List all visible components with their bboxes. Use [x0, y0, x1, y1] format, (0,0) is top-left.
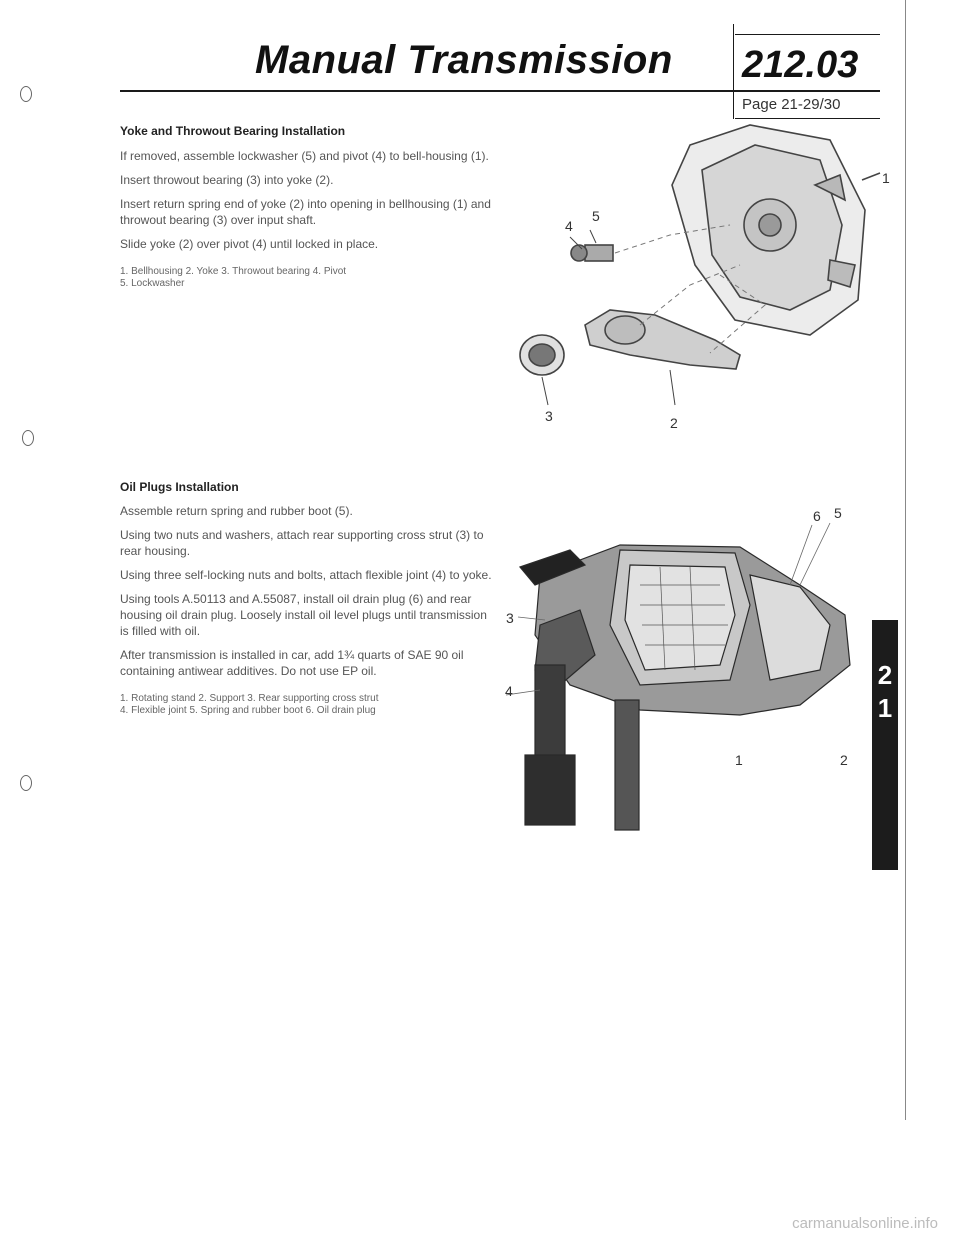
header-rule — [120, 90, 880, 92]
callout-label: 3 — [506, 610, 514, 626]
section1-body — [120, 148, 495, 290]
paragraph: Insert return spring end of yoke (2) into opening in bellhousing (1) and throwout bearing (3) over input shaft. — [120, 197, 491, 227]
page-title: Manual Transmission — [255, 38, 673, 82]
binder-hole-bottom — [20, 775, 32, 791]
binder-hole-middle — [22, 430, 34, 446]
transmission-stand-photo — [500, 505, 865, 835]
section2-body — [120, 503, 495, 717]
section-box-divider — [733, 24, 734, 119]
section-heading-yoke: Yoke and Throwout Bearing Installation — [120, 124, 346, 138]
binder-hole-top — [20, 86, 32, 102]
paragraph: Using two nuts and washers, attach rear supporting cross strut (3) to rear housing. — [120, 528, 484, 558]
callout-label: 2 — [670, 415, 678, 431]
callout-label: 5 — [592, 208, 600, 224]
section-tab-digit: 1 — [877, 693, 893, 723]
paragraph: Using tools A.50113 and A.55087, install oil drain plug (6) and rear housing oil drain plug. Loosely install oil level plugs until transmission is filled with oil. — [120, 592, 487, 638]
paragraph: If removed, assemble lockwasher (5) and pivot (4) to bell-housing (1). — [120, 149, 489, 163]
figure-caption-line: 4. Flexible joint 5. Spring and rubber boot 6. Oil drain plug — [120, 705, 376, 716]
footer-watermark: carmanualsonline.info — [792, 1215, 938, 1232]
callout-label: 4 — [565, 218, 573, 234]
paragraph: Assemble return spring and rubber boot (5). — [120, 504, 353, 518]
callout-label: 4 — [505, 683, 513, 699]
paragraph: After transmission is installed in car, add 1¾ quarts of SAE 90 oil containing antiwear additives. Do not use EP oil. — [120, 648, 464, 678]
callout-label: 1 — [882, 170, 890, 186]
section-tab-digit: 2 — [877, 660, 893, 690]
paragraph: Slide yoke (2) over pivot (4) until locked in place. — [120, 237, 379, 251]
callout-label: 5 — [834, 505, 842, 521]
callout-label: 2 — [840, 752, 848, 768]
figure-caption-line: 5. Lockwasher — [120, 278, 185, 289]
callout-label: 6 — [813, 508, 821, 524]
bellhousing-yoke-illustration — [490, 115, 885, 435]
callout-label: 1 — [735, 752, 743, 768]
paragraph: Using three self-locking nuts and bolts, attach flexible joint (4) to yoke. — [120, 568, 492, 582]
paragraph: Insert throwout bearing (3) into yoke (2). — [120, 173, 334, 187]
figure-caption-line: 1. Rotating stand 2. Support 3. Rear supporting cross strut — [120, 693, 379, 704]
page-reference: Page 21-29/30 — [742, 96, 841, 113]
section-heading-oil-plugs: Oil Plugs Installation — [120, 480, 239, 494]
figure-caption-line: 1. Bellhousing 2. Yoke 3. Throwout bearing 4. Pivot — [120, 266, 347, 277]
page-edge-line — [905, 0, 906, 1120]
section-tab — [872, 620, 898, 870]
callout-label: 3 — [545, 408, 553, 424]
section-number: 212.03 — [742, 44, 859, 86]
section-box-top-rule — [735, 34, 880, 35]
